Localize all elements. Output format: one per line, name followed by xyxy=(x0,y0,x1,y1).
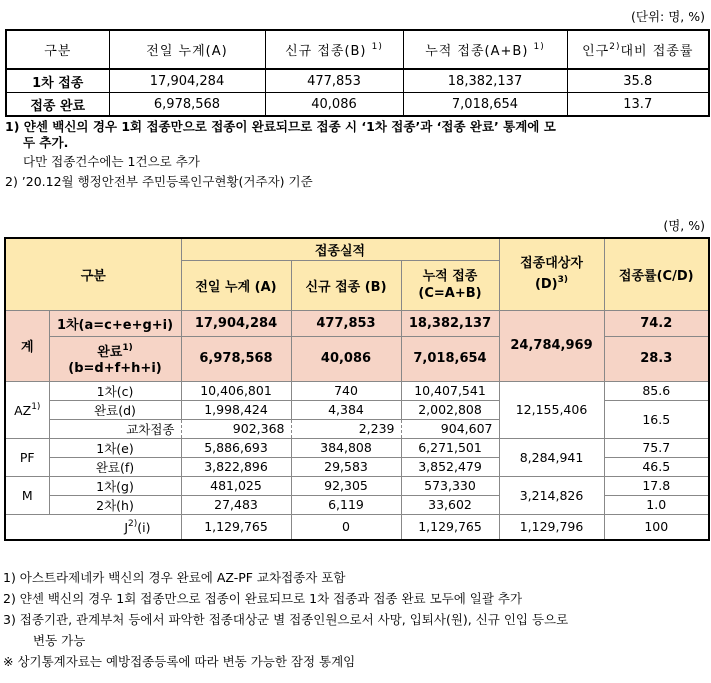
total-first-row: 계 1차(a=c+e+g+i) 17,904,284 477,853 18,382,137 24,784,969 74.2 xyxy=(5,310,709,336)
notes-1: 1) 얀센 백신의 경우 1회 접종만으로 접종이 완료되므로 접종 시 ‘1차 접종’과 ‘접종 완료’ 통계에 모 두 추가. 다만 접종건수에는 1건으로 추가 2) ’20.12월 행정안전부 주민등록인구현황(거주자) 기준 xyxy=(5,119,556,189)
header-category: 구분 xyxy=(6,30,109,69)
table-row: 완료(d) 1,998,424 4,384 2,002,808 16.5 xyxy=(5,400,709,419)
table-header-row xyxy=(6,30,709,69)
header-new: 신규 접종(B) $^{1)}$ xyxy=(265,30,403,69)
notes-2: 1) 아스트라제네카 백신의 경우 완료에 AZ-PF 교차접종자 포함 2) 얀센 백신의 경우 1회 접종만으로 접종이 완료되므로 1차 접종과 접종 완료 모두에 일괄 추가 3) 접종기관, 관계부처 등에서 파악한 접종대상군 별 접종인원으로서 사망, 입퇴사(원), 신규 인입 등으로 변동 가능 ※ 상기통계자료는 예방접종등록에 따라 변동 가능한 잠정 통계임 xyxy=(3,570,569,669)
unit-label-2: (명, %) xyxy=(663,218,705,233)
unit-label-1: (단위: 명, %) xyxy=(631,9,705,24)
header-pop-rate: 인구$^{2)}$대비 접종률 xyxy=(567,30,709,69)
table-row: 교차접종 902,368 2,239 904,607 xyxy=(5,419,709,438)
table-row: M 1차(g) 481,025 92,305 573,330 3,214,826 17.8 xyxy=(5,476,709,495)
table-row: 1차 접종 17,904,284 477,853 18,382,137 35.8 xyxy=(6,69,709,93)
header-row-2: 전일 누계 (A) 신규 접종 (B) 누적 접종 (C=A+B) xyxy=(5,260,709,310)
table-row: 2차(h) 27,483 6,119 33,602 1.0 xyxy=(5,495,709,514)
header-prev-total: 전일 누계(A) xyxy=(109,30,265,69)
detail-table xyxy=(4,237,710,541)
table-row: PF 1차(e) 5,886,693 384,808 6,271,501 8,284,941 75.7 xyxy=(5,438,709,457)
table-row: AZ$^{1)}$ 1차(c) 10,406,801 740 10,407,541 12,155,406 85.6 xyxy=(5,381,709,400)
header-row-1: 구분 접종실적 접종대상자 $(D)^{3)}$ 접종률(C/D) xyxy=(5,238,709,260)
header-cumulative: 누적 접종(A+B) $^{1)}$ xyxy=(403,30,567,69)
table-row: 접종 완료 6,978,568 40,086 7,018,654 13.7 xyxy=(6,93,709,117)
total-done-row: 완료$^{1)}$ (b=d+f+h+i) 6,978,568 40,086 7,018,654 28.3 xyxy=(5,336,709,381)
table-row: 완료(f) 3,822,896 29,583 3,852,479 46.5 xyxy=(5,457,709,476)
table-row: $J^{2)}(i)$ 1,129,765 0 1,129,765 1,129,796 100 xyxy=(5,514,709,540)
summary-table xyxy=(5,29,710,117)
